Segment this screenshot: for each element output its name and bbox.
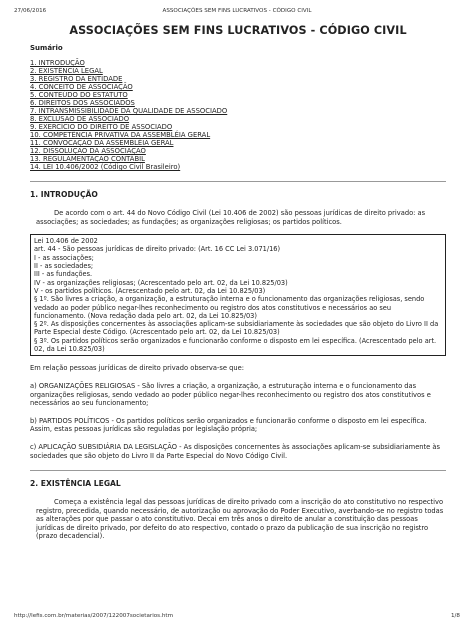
law-paragraph: § 1º. São livres a criação, a organização, a estruturação interna e o funcionamento das organizações religiosas, sendo vedado ao poder público negar-lhes reconhecimento ou registro dos atos constitutivos e necessários ao seu funcionamento. (Nova redação dada pelo art. 02, da Lei 10.825/03) [34,295,425,320]
toc-link-registro-entidade[interactable]: 3. REGISTRO DA ENTIDADE [30,75,123,83]
toc-item [30,91,446,99]
law-line: IV - as organizações religiosas; (Acrescentado pelo art. 02, da Lei 10.825/03) [34,278,288,287]
print-date: 27/06/2016 [14,8,47,14]
relation-paragraph: Em relação pessoas jurídicas de direito privado observa-se que: [30,364,244,373]
toc-item [30,107,446,115]
toc-link-intransmissibilidade[interactable]: 7. INTRANSMISSIBILIDADE DA QUALIDADE DE ASSOCIADO [30,107,228,115]
toc-item [30,59,446,67]
law-line: art. 44 - São pessoas jurídicas de direito privado: (Art. 16 CC Lei 3.071/16) [34,245,281,254]
toc-link-competencia-assembleia[interactable]: 10. COMPETÊNCIA PRIVATIVA DA ASSEMBLÉIA GERAL [30,131,211,139]
toc-link-exclusao-associado[interactable]: 8. EXCLUSÃO DE ASSOCIADO [30,115,130,123]
toc-link-conceito-associacao[interactable]: 4. CONCEITO DE ASSOCIAÇÃO [30,83,133,91]
toc-link-conteudo-estatuto[interactable]: 5. CONTEÚDO DO ESTATUTO [30,91,128,99]
toc-link-introducao[interactable]: 1. INTRODUÇÃO [30,59,85,67]
divider [30,181,446,182]
summary-label: Sumário [30,44,63,52]
existencia-legal-paragraph: Começa a existência legal das pessoas jurídicas de direito privado com a inscrição do ato constitutivo no respectivo registro, precedida, quando necessário, de autorização ou aprovação do Poder Executivo, averbando-se no registro todas as alterações por que passar o ato constitutivo. Decai em três anos o direito de anular a constituição das pessoas jurídicas de direito privado, por defeito do ato respectivo, contado o prazo da publicação de sua inscrição no registro (prazo decadencial). [36,498,444,541]
print-title: ASSOCIAÇÕES SEM FINS LUCRATIVOS - CÓDIGO CIVIL [162,8,312,14]
document-body [30,24,446,541]
law-paragraph: § 3º. Os partidos políticos serão organizados e funcionarão conforme o disposto em lei específica. (Acrescentado pelo art. 02, da Lei 10.825/03) [34,336,437,354]
page-footer [14,613,460,623]
toc-link-convocacao-assembleia[interactable]: 11. CONVOCAÇÃO DA ASSEMBLÉIA GERAL [30,139,174,147]
toc-item [30,115,446,123]
toc-item [30,155,446,163]
page-number: 1/8 [450,613,460,619]
item-organizacoes-religiosas: a) ORGANIZAÇÕES RELIGIOSAS - São livres a criação, a organização, a estruturação interna e o funcionamento das organizações religiosas, sendo vedado ao poder público negar-lhes reconhecimento ou registro dos atos constitutivos e necessários ao seu funcionamento; [30,381,431,408]
intro-paragraph: De acordo com o art. 44 do Novo Código Civil (Lei 10.406 de 2002) são pessoas jurídicas de direito privado: as associações; as sociedades; as fundações; as organizações religiosas; os partidos políticos. [36,209,426,226]
law-line: V - os partidos políticos. (Acrescentado pelo art. 02, da Lei 10.825/03) [34,286,266,295]
toc-link-regulamentacao-contabil[interactable]: 13. REGULAMENTAÇÃO CONTÁBIL [30,155,145,163]
toc-item [30,67,446,75]
table-of-contents [30,59,446,171]
toc-item [30,99,446,107]
law-line: I - as associações; [34,253,94,262]
law-line: Lei 10.406 de 2002 [34,237,98,246]
item-partidos-politicos: b) PARTIDOS POLÍTICOS - Os partidos políticos serão organizados e funcionarão conforme o disposto em lei específica. Assim, estas pessoas jurídicas são reguladas por legislação própria; [30,416,427,434]
law-line: III - as fundações. [34,270,93,279]
toc-item [30,123,446,131]
toc-link-dissolucao[interactable]: 12. DISSOLUÇÃO DA ASSOCIAÇÃO [30,147,146,155]
toc-link-existencia-legal[interactable]: 2. EXISTÊNCIA LEGAL [30,67,103,75]
page-header [14,8,460,18]
divider [30,470,446,471]
law-line: II - as sociedades; [34,262,94,271]
toc-item [30,147,446,155]
toc-link-direitos-associados[interactable]: 6. DIREITOS DOS ASSOCIADOS [30,99,135,107]
section-heading-introducao: 1. INTRODUÇÃO [30,190,98,199]
law-excerpt-box [30,234,446,356]
toc-item [30,131,446,139]
toc-link-exercicio-direito[interactable]: 9. EXERCÍCIO DO DIREITO DE ASSOCIADO [30,123,173,131]
source-url: http://lefis.com.br/materias/2007/122007societarios.htm [14,613,174,619]
toc-item [30,139,446,147]
section-heading-existencia-legal: 2. EXISTÊNCIA LEGAL [30,479,121,489]
document-title: ASSOCIAÇÕES SEM FINS LUCRATIVOS - CÓDIGO CIVIL [69,24,407,37]
toc-item [30,163,446,171]
item-aplicacao-subsidiaria: c) APLICAÇÃO SUBSIDIÁRIA DA LEGISLAÇÃO - As disposições concernentes às associações aplicam-se subsidiariamente às sociedades que são objeto do Livro II da Parte Especial do Novo Código Civil. [30,442,440,460]
toc-item [30,83,446,91]
toc-link-lei-10406[interactable]: 14. LEI 10.406/2002 (Código Civil Brasileiro) [30,163,181,171]
law-paragraph: § 2º. As disposições concernentes às associações aplicam-se subsidiariamente às sociedades que são objeto do Livro II da Parte Especial deste Código. (Acrescentado pelo art. 02, da Lei 10.825/03) [34,320,439,337]
toc-item [30,75,446,83]
